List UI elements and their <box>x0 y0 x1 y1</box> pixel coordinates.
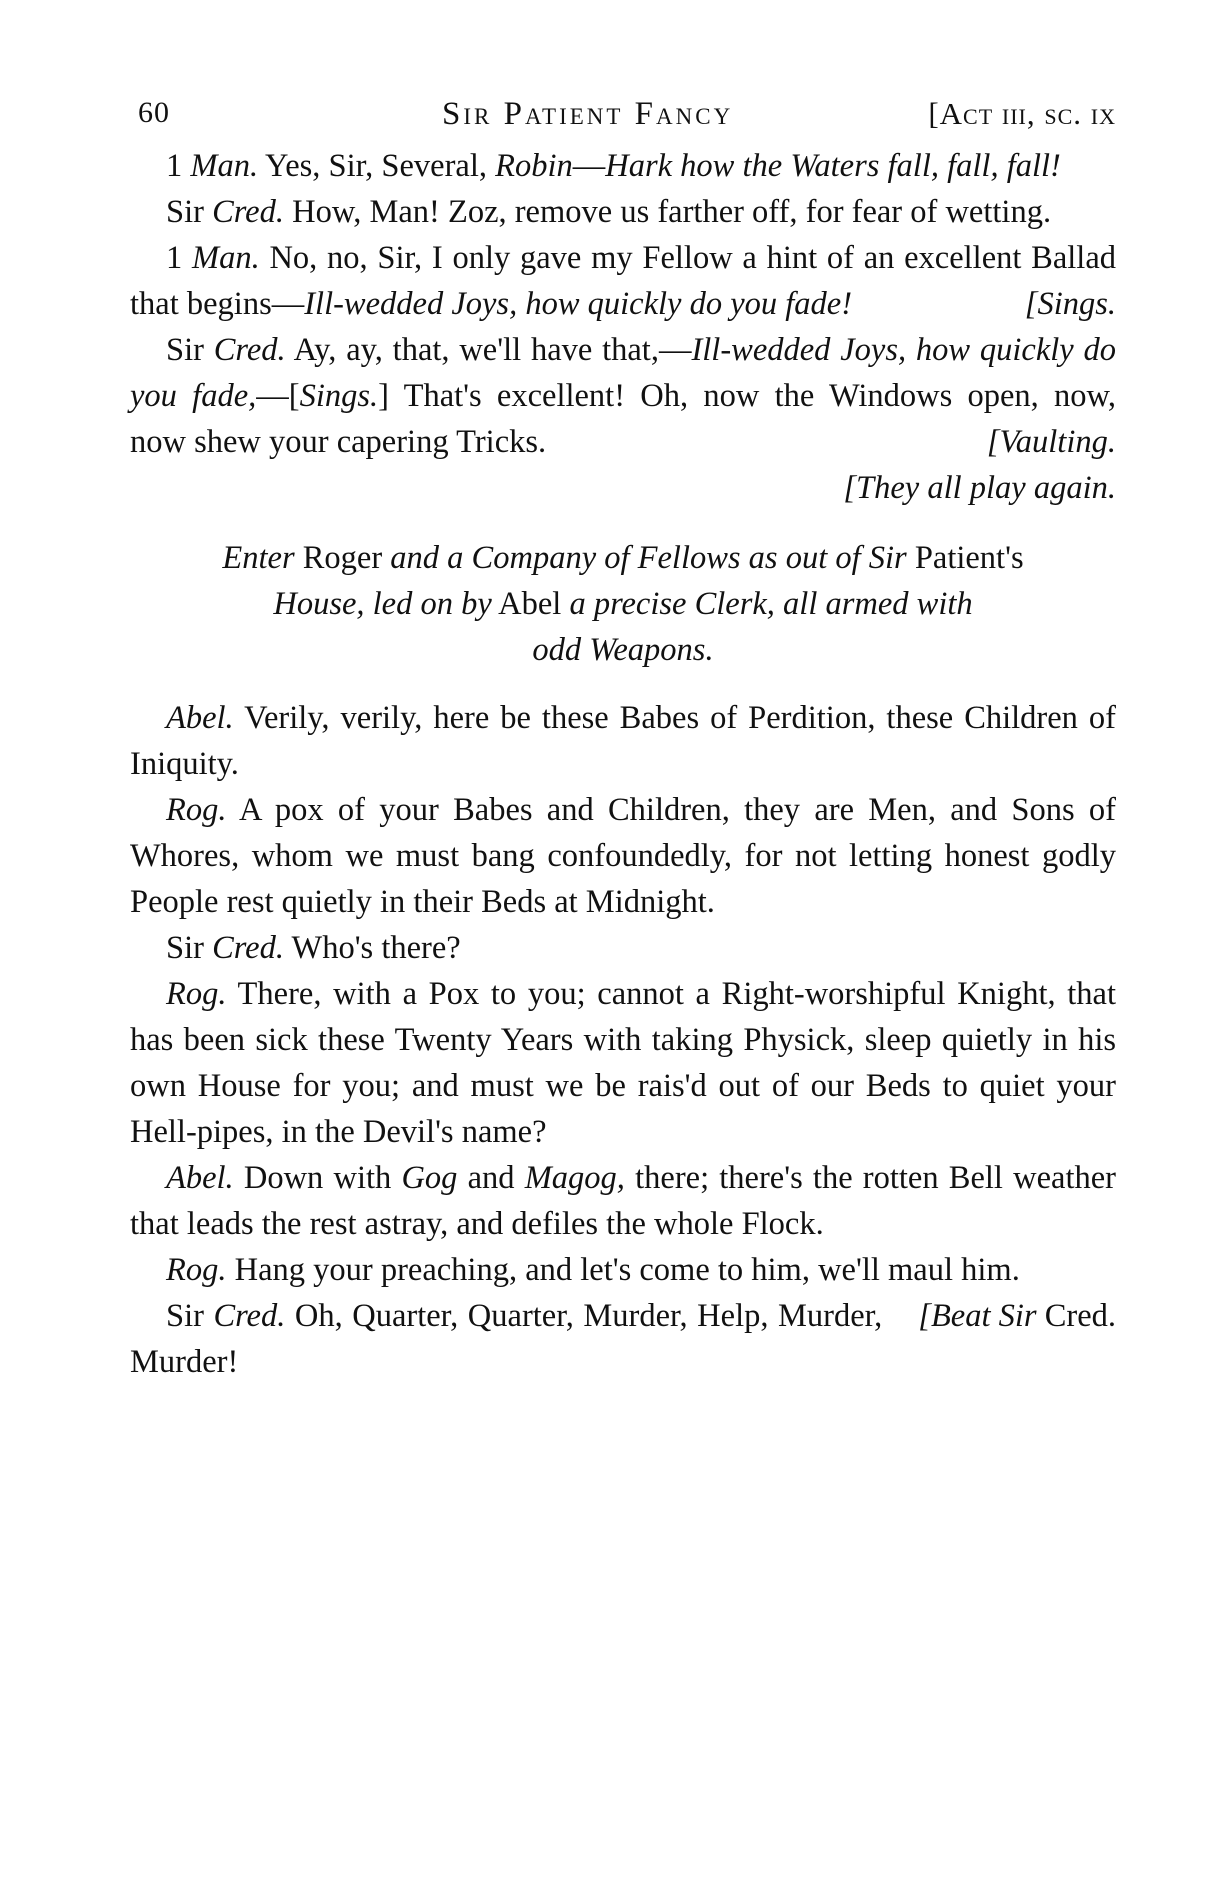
speech-text: How, Man! Zoz, remove us farther off, for fear of wetting. <box>283 194 1052 230</box>
speech-italic: Ill-wedded Joys, how quickly do you fade, <box>130 332 1116 414</box>
speaker-name: Rog. <box>166 792 227 828</box>
stage-direction: [Sings. <box>1024 286 1116 322</box>
speech-2 <box>130 189 1116 235</box>
speaker-prefix: Sir <box>166 930 213 966</box>
stage-direction-line <box>130 465 1116 511</box>
speaker-name: Abel. <box>166 700 234 736</box>
play-text <box>130 143 1116 1385</box>
speaker-prefix: 1 <box>166 148 191 184</box>
speaker-name: Man. <box>190 148 259 184</box>
page-number: 60 <box>138 96 170 129</box>
entrance-italic: a precise Clerk, all armed with <box>569 586 973 622</box>
running-header <box>130 96 1116 140</box>
stage-direction: [They all play again. <box>843 470 1116 506</box>
speech-text: Verily, verily, here be these Babes of Perdition, these Children of Iniquity. <box>130 700 1116 782</box>
speech-10 <box>130 1155 1116 1247</box>
stage-direction-text: Cred. <box>1036 1298 1116 1334</box>
speech-7 <box>130 787 1116 925</box>
speech-text: Down with <box>233 1160 402 1196</box>
act-scene-label: [Act iii, sc. ix <box>928 96 1116 131</box>
speech-text: — <box>572 148 606 184</box>
speech-6 <box>130 695 1116 787</box>
entrance-text: Roger <box>294 540 391 576</box>
entrance-text: Abel <box>491 586 570 622</box>
stage-direction: [Vaulting. <box>986 424 1116 460</box>
speech-1 <box>130 143 1116 189</box>
entrance-italic: House, led on by <box>273 586 492 622</box>
entrance-text: Patient's <box>906 540 1024 576</box>
stage-direction-italic: [Beat Sir <box>918 1298 1037 1334</box>
speech-italic: Gog <box>401 1160 458 1196</box>
speaker-prefix: Sir <box>166 332 214 368</box>
running-title: Sir Patient Fancy <box>442 96 734 132</box>
speaker-prefix: Sir <box>166 1298 214 1334</box>
speaker-name: Cred. <box>213 332 286 368</box>
speech-text: ] That's excellent! Oh, now the Windows open, now, now shew your capering Tricks. <box>130 378 1116 460</box>
entrance-italic: and a Company of Fellows as out of Sir <box>390 540 907 576</box>
speech-italic: Magog, <box>524 1160 625 1196</box>
speaker-name: Rog. <box>166 976 227 1012</box>
speech-italic: Hark how the Waters fall, fall, fall! <box>605 148 1061 184</box>
speech-text: and <box>457 1160 525 1196</box>
speaker-name: Rog. <box>166 1252 227 1288</box>
speech-4 <box>130 327 1116 465</box>
speech-text: Hang your preaching, and let's come to him, we'll maul him. <box>226 1252 1020 1288</box>
entrance-italic: odd Weapons. <box>532 632 714 668</box>
entrance-direction <box>130 535 1116 673</box>
speech-text: there; there's the rotten Bell weather that leads the rest astray, and defiles the whole Flock. <box>130 1160 1116 1242</box>
speaker-name: Man. <box>192 240 260 276</box>
speaker-name: Cred. <box>213 1298 286 1334</box>
speech-italic: Robin <box>495 148 573 184</box>
speech-11 <box>130 1247 1116 1334</box>
entrance-italic: Enter <box>222 540 295 576</box>
speech-3 <box>130 235 1116 327</box>
speech-text: No, no, Sir, I only gave my Fellow a hint of an excellent Ballad that begins— <box>130 240 1116 322</box>
speech-8 <box>130 925 1116 971</box>
speech-text: A pox of your Babes and Children, they are Men, and Sons of Whores, whom we must bang confoundedly, for not letting honest godly People rest quietly in their Beds at Midnight. <box>130 792 1116 920</box>
speech-text: —[ <box>256 378 300 414</box>
speech-italic: Ill-wedded Joys, how quickly do you fade! <box>304 286 853 322</box>
speech-text: Ay, ay, that, we'll have that,— <box>285 332 692 368</box>
speaker-prefix: 1 <box>166 240 192 276</box>
stage-direction <box>882 1293 1116 1339</box>
speaker-name: Cred. <box>212 930 284 966</box>
speech-text: Oh, Quarter, Quarter, Murder, Help, Murder, Murder! <box>130 1298 883 1380</box>
speaker-prefix: Sir <box>166 194 213 230</box>
speech-text: There, with a Pox to you; cannot a Right-worshipful Knight, that has been sick these Twenty Years with taking Physick, sleep quietly in his own House for you; and must we be rais'd out of our Beds to quiet your Hell-pipes, in the Devil's name? <box>130 976 1116 1150</box>
speech-italic: Sings. <box>299 378 379 414</box>
speaker-name: Cred. <box>212 194 284 230</box>
speech-text: Who's there? <box>283 930 461 966</box>
speaker-name: Abel. <box>166 1160 234 1196</box>
speech-text: Yes, Sir, Several, <box>258 148 496 184</box>
speech-9 <box>130 971 1116 1155</box>
